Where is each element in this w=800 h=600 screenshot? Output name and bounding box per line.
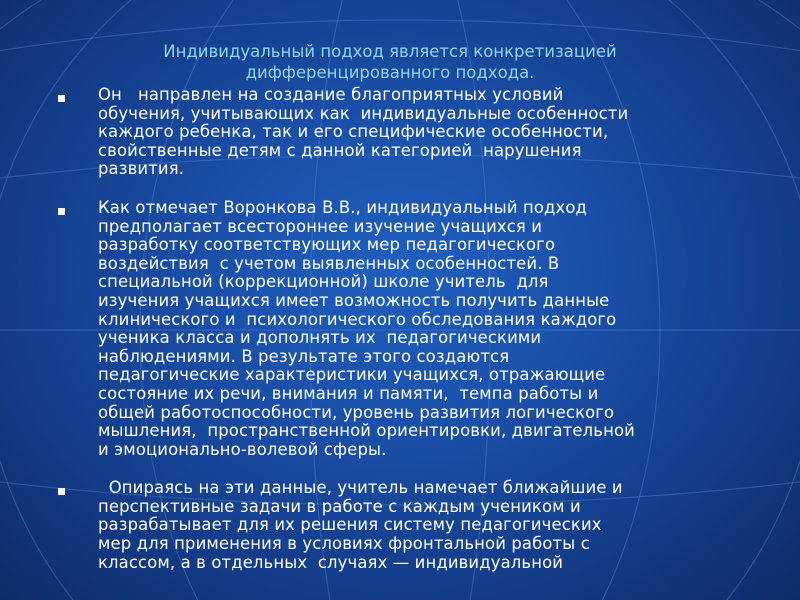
square-bullet-icon — [58, 208, 65, 215]
bullet-item — [52, 479, 752, 572]
bullet-list — [52, 86, 752, 592]
bullet-item — [52, 199, 752, 459]
bullet-text: Опираясь на эти данные, учитель намечает ближайшие и перспективные задачи в работе с каждым учеником и разрабатывает для их решения систему педагогических мер для применения в условиях фронтальной работы с классом, а в отдельных случаях — индивидуальной — [98, 478, 623, 572]
slide-title: Индивидуальный подход является конкретизацией дифференцированного подхода. — [163, 42, 617, 82]
square-bullet-icon — [58, 488, 65, 495]
bullet-item — [52, 86, 752, 179]
square-bullet-icon — [58, 95, 65, 102]
bullet-text: Он направлен на создание благоприятных условий обучения, учитывающих как индивидуальные особенности каждого ребенка, так и его специфические особенности, свойственные детям с данной категорией нарушения развития. — [98, 85, 629, 179]
bullet-text: Как отмечает Воронкова В.В., индивидуальный подход предполагает всестороннее изучение учащихся и разработку соответствующих мер педагогического воздействия с учетом выявленных особенностей. В специальной (коррекционной) школе учитель для изучения учащихся имеет возможность получить данные клинического и психологического обследования каждого ученика класса и дополнять их педагогическими наблюдениями. В результате этого создаются педагогические характеристики учащихся, отражающие состояние их речи, внимания и памяти, темпа работы и общей работоспособности, уровень развития логического мышления, пространственной ориентировки, двигательной и эмоционально-волевой сферы. — [98, 197, 635, 459]
